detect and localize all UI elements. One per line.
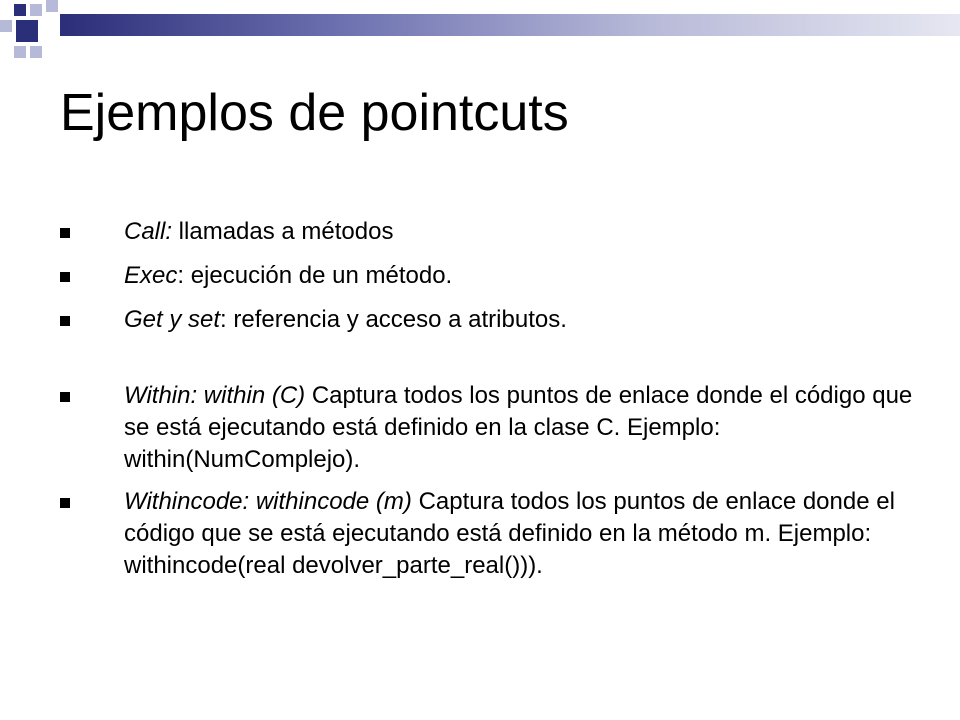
square-bullet-icon: [60, 392, 70, 402]
dark-square-decoration: [16, 20, 38, 42]
bullet-item: [60, 260, 920, 292]
bullet-item: [60, 380, 920, 476]
bullet-item: [60, 216, 920, 248]
square-bullet-icon: [60, 272, 70, 282]
bullet-text: llamadas a métodos: [172, 218, 394, 245]
bullet-text: Captura todos los puntos de enlace donde el código que se está ejecutando está definido en la clase C. Ejemplo: within(NumComplejo).: [124, 382, 913, 473]
light-square-decoration: [46, 0, 58, 12]
bullet-list: [60, 216, 920, 582]
light-square-decoration: [14, 46, 26, 58]
light-square-decoration: [30, 4, 42, 16]
square-bullet-icon: [60, 228, 70, 238]
bullet-emphasis: Within: within (C): [124, 382, 306, 409]
bullet-emphasis: Withincode: withincode (m): [124, 488, 412, 515]
bullet-emphasis: Get y set: [124, 306, 221, 333]
light-square-decoration: [0, 20, 12, 32]
bullet-emphasis: Call:: [124, 218, 173, 245]
header-decoration: [0, 0, 960, 60]
square-bullet-icon: [60, 316, 70, 326]
light-square-decoration: [30, 46, 42, 58]
bullet-emphasis: Exec: [124, 262, 178, 289]
header-gradient-bar: [60, 14, 960, 36]
bullet-item: [60, 486, 920, 582]
slide-title: Ejemplos de pointcuts: [60, 84, 569, 142]
bullet-text: : ejecución de un método.: [177, 262, 453, 289]
bullet-text: Captura todos los puntos de enlace donde el código que se está ejecutando está definido en la método m. Ejemplo: withincode(real devolver_parte_real())).: [124, 488, 895, 579]
bullet-text: : referencia y acceso a atributos.: [220, 306, 567, 333]
bullet-item: [60, 304, 920, 336]
dark-square-decoration: [14, 4, 26, 16]
square-bullet-icon: [60, 498, 70, 508]
